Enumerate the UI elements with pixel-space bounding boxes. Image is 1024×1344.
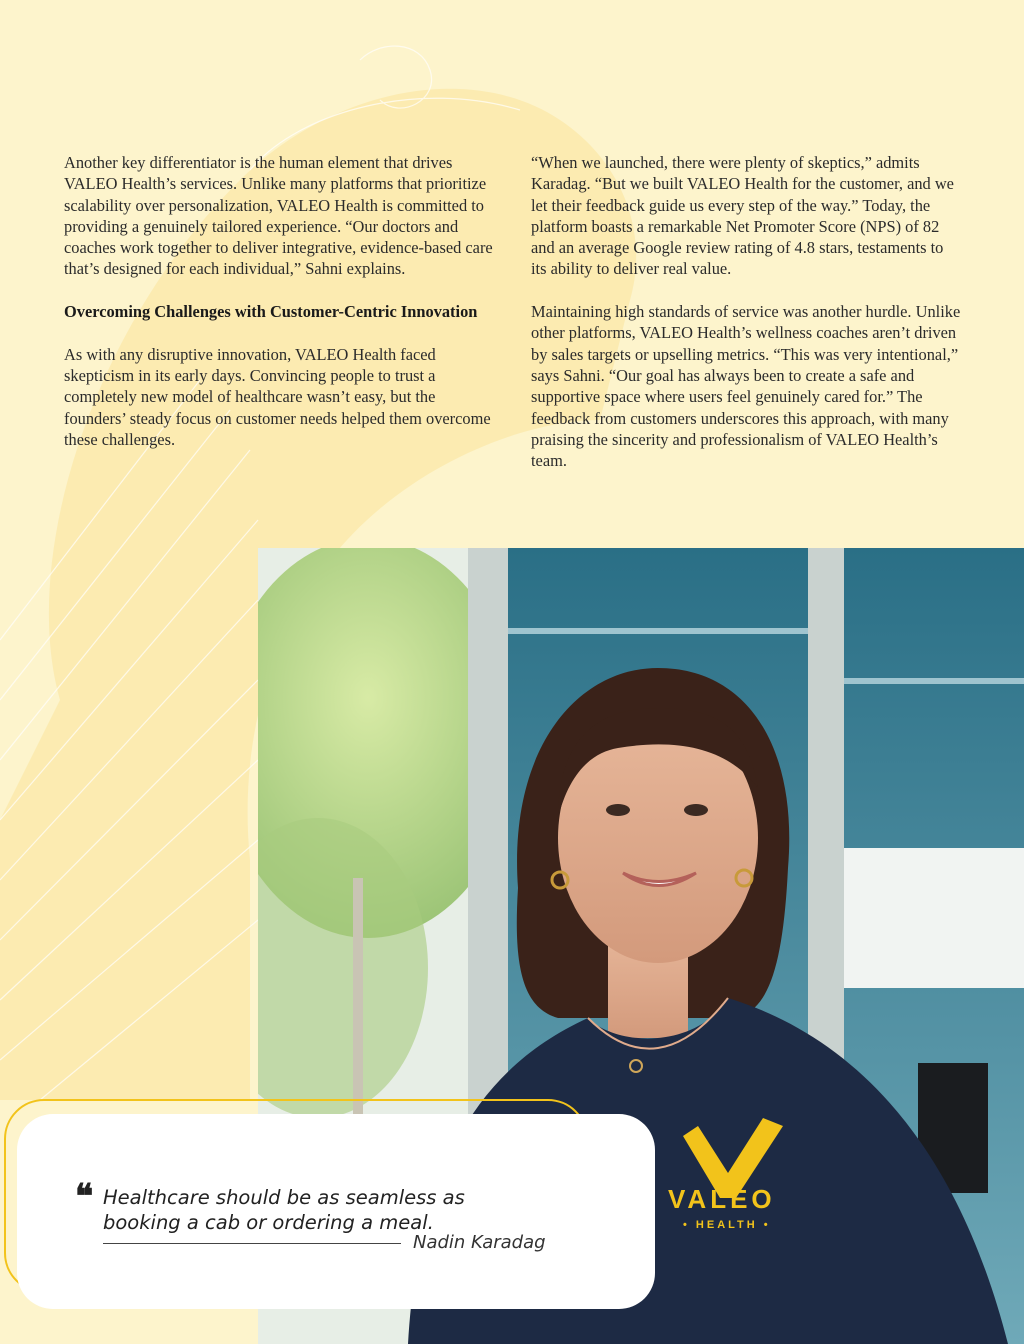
pull-quote-line: booking a cab or ordering a meal. xyxy=(103,1211,434,1234)
shirt-logo-word: VALEO xyxy=(668,1184,776,1214)
quote-author: Nadin Karadag xyxy=(413,1232,546,1253)
paragraph: Another key differentiator is the human element that drives VALEO Health’s services. Unlike many platforms that prioritize scalability over personalization, VALEO Health is committed to providing a genuinely tailored experience. “Our doctors and coaches work together to deliver integrative, evidence-based care that’s designed for each individual,” Sahni explains. xyxy=(64,153,493,279)
quote-divider xyxy=(103,1243,401,1244)
paragraph: Maintaining high standards of service was another hurdle. Unlike other platforms, VALEO Health’s wellness coaches aren’t driven by sales targets or upselling metrics. “This was very intentional,” says Sahni. “Our goal has always been to create a safe and supportive space where users feel genuinely cared for.” The feedback from customers underscores this approach, with many praising the sincerity and professionalism of VALEO Health’s team. xyxy=(531,302,961,471)
quote-mark-icon: ❝ xyxy=(75,1177,94,1217)
article-left-column xyxy=(64,152,500,471)
pull-quote-line: Healthcare should be as seamless as xyxy=(103,1186,465,1209)
pull-quote xyxy=(103,1185,523,1235)
section-heading: Overcoming Challenges with Customer-Centric Innovation xyxy=(64,302,478,322)
article-right-column xyxy=(531,152,961,493)
paragraph: As with any disruptive innovation, VALEO Health faced skepticism in its early days. Convincing people to trust a completely new model of healthcare wasn’t easy, but the founders’ steady focus on customer needs helped them overcome these challenges. xyxy=(64,344,491,449)
shirt-logo-subtitle: • HEALTH • xyxy=(683,1219,771,1231)
paragraph: “When we launched, there were plenty of skeptics,” admits Karadag. “But we built VALEO Health for the customer, and we let their feedback guide us every step of the way.” Today, the platform boasts a remarkable Net Promoter Score (NPS) of 82 and an average Google review rating of 4.8 stars, testaments to its ability to deliver real value. xyxy=(531,153,954,279)
